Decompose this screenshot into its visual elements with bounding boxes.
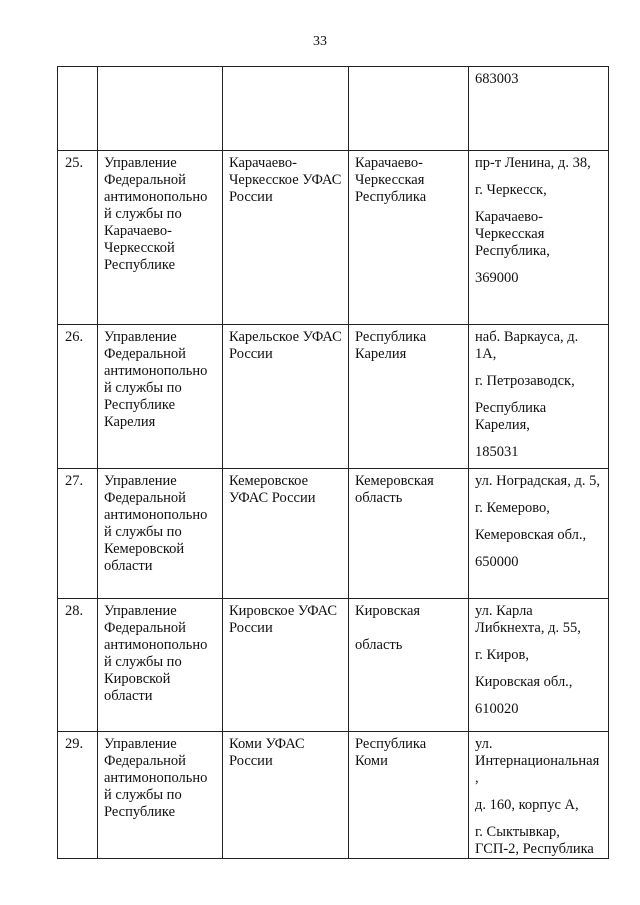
region-line: Кемеровская обл., [475, 527, 587, 543]
row-number: 25. [58, 151, 98, 325]
city: г. Кемерово, [475, 500, 550, 516]
row-number: 27. [58, 469, 98, 599]
street-address: пр-т Ленина, д. 38, [475, 155, 591, 171]
region-line-2: область [355, 637, 403, 653]
table-row [58, 67, 609, 151]
authority-name: Управление Федеральной антимонопольно й службы по Кировской области [98, 599, 223, 732]
table-row [58, 151, 609, 325]
row-number [58, 67, 98, 151]
short-name: Карельское УФАС России [223, 325, 349, 469]
row-number: 28. [58, 599, 98, 732]
row-number: 29. [58, 732, 98, 859]
table-row [58, 325, 609, 469]
postal-code: 185031 [475, 444, 519, 460]
city: г. Черкесск, [475, 182, 547, 198]
street-address: ул. Интернациональная, [475, 736, 600, 786]
address [469, 732, 609, 859]
street-address: ул. Ноградская, д. 5, [475, 473, 600, 489]
short-name: Карачаево-Черкесское УФАС России [223, 151, 349, 325]
postal-code: 369000 [475, 270, 519, 286]
postal-code: 650000 [475, 554, 519, 570]
city: г. Петрозаводск, [475, 373, 575, 389]
address [469, 469, 609, 599]
address [469, 325, 609, 469]
region [349, 67, 469, 151]
region: Кемеровская область [349, 469, 469, 599]
address [469, 599, 609, 732]
region-line-1: Кировская [355, 603, 421, 619]
antimonopoly-offices-table [57, 66, 609, 859]
region-line: Республика Карелия, [475, 400, 547, 433]
region-line: Кировская обл., [475, 674, 573, 690]
authority-name: Управление Федеральной антимонопольно й службы по Кемеровской области [98, 469, 223, 599]
page-number: 33 [313, 34, 327, 49]
authority-name: Управление Федеральной антимонопольно й службы по Карачаево-Черкесской Республике [98, 151, 223, 325]
short-name: Кировское УФАС России [223, 599, 349, 732]
authority-name: Управление Федеральной антимонопольно й службы по Республике Карелия [98, 325, 223, 469]
short-name: Кемеровское УФАС России [223, 469, 349, 599]
address [469, 151, 609, 325]
short-name: Коми УФАС России [223, 732, 349, 859]
authority-name: Управление Федеральной антимонопольно й службы по Республике [98, 732, 223, 859]
row-number: 26. [58, 325, 98, 469]
city: г. Сыктывкар, ГСП-2, Республика [475, 824, 594, 857]
region: Карачаево-Черкесская Республика [349, 151, 469, 325]
street-address: наб. Варкауса, д. 1А, [475, 329, 579, 362]
postal-code: 610020 [475, 701, 519, 717]
region: Республика Карелия [349, 325, 469, 469]
region [349, 599, 469, 732]
building: д. 160, корпус А, [475, 797, 579, 813]
table-row [58, 599, 609, 732]
authority-name [98, 67, 223, 151]
region: Республика Коми [349, 732, 469, 859]
street-address: ул. Карла Либкнехта, д. 55, [475, 603, 581, 636]
region-line: Карачаево-Черкесская Республика, [475, 209, 550, 259]
address [469, 67, 609, 151]
short-name [223, 67, 349, 151]
city: г. Киров, [475, 647, 529, 663]
table-row [58, 732, 609, 859]
postal-code: 683003 [475, 71, 519, 87]
table-row [58, 469, 609, 599]
